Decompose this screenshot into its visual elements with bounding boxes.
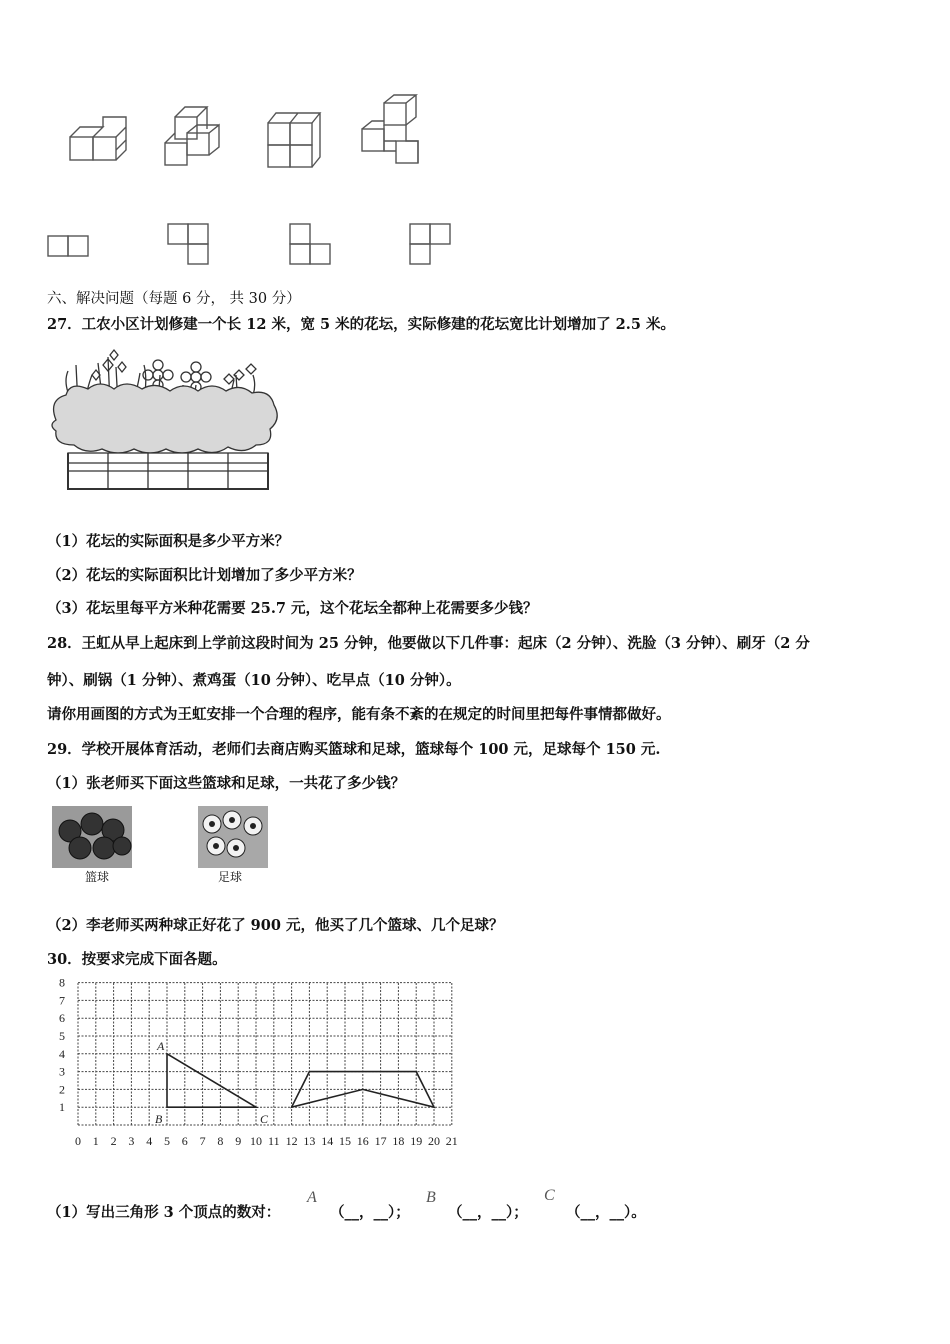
cube-figure-4 <box>362 95 418 163</box>
q28-line1: 28．王虹从早上起床到上学前这段时间为 25 分钟，他要做以下几件事：起床（2 分钟）、洗脸（3 分钟）、刷牙（2 分 <box>47 635 810 652</box>
view-figures <box>40 220 460 280</box>
x-tick-label: 21 <box>445 1134 458 1148</box>
y-tick-label: 5 <box>59 1029 65 1043</box>
point-b-label: B <box>426 1189 436 1206</box>
q30-sub1-prefix: （1）写出三角形 3 个顶点的数对： <box>47 1204 281 1221</box>
q27-sub2: （2）花坛的实际面积比计划增加了多少平方米？ <box>47 567 362 584</box>
q28-line3: 请你用画图的方式为王虹安排一个合理的程序，能有条不紊的在规定的时间里把每件事情都做好。 <box>47 706 671 723</box>
q29-sub2: （2）李老师买两种球正好花了 900 元，他买了几个篮球、几个足球？ <box>47 917 504 934</box>
x-tick-label: 6 <box>181 1134 188 1148</box>
point-c-blank[interactable]: （__，__）。 <box>566 1204 646 1221</box>
vertex-label-c: C <box>260 1112 269 1127</box>
x-tick-label: 3 <box>128 1134 135 1148</box>
x-tick-label: 11 <box>268 1134 280 1148</box>
x-tick-label: 20 <box>428 1134 440 1148</box>
x-tick-label: 12 <box>285 1134 298 1148</box>
coordinate-grid <box>48 975 458 1162</box>
x-tick-label: 15 <box>339 1134 351 1148</box>
y-tick-label: 4 <box>59 1046 65 1061</box>
cube-figure-3 <box>268 113 320 167</box>
cube-figure-2 <box>165 107 219 165</box>
q29-sub1: （1）张老师买下面这些篮球和足球，一共花了多少钱？ <box>47 775 406 792</box>
cube-figures <box>40 95 440 175</box>
x-tick-label: 17 <box>374 1134 387 1148</box>
section-heading: 六、解决问题（每题 6 分， 共 30 分） <box>47 291 301 307</box>
x-tick-label: 4 <box>146 1134 153 1148</box>
point-a-label: A <box>307 1189 317 1206</box>
x-tick-label: 5 <box>164 1134 170 1148</box>
x-tick-label: 10 <box>250 1134 262 1148</box>
point-a-blank[interactable]: （__，__）； <box>330 1204 410 1221</box>
cube-figure-1 <box>70 117 126 160</box>
vertex-label-a: A <box>157 1038 165 1053</box>
point-c-label: C <box>544 1187 555 1204</box>
x-tick-label: 19 <box>410 1134 423 1148</box>
y-tick-label: 2 <box>59 1082 65 1097</box>
basketballs-image <box>52 806 132 868</box>
q27-stem: 27．工农小区计划修建一个长 12 米，宽 5 米的花坛，实际修建的花坛宽比计划增加了 2.5 米。 <box>47 316 675 333</box>
q30-stem: 30．按要求完成下面各题。 <box>47 951 227 968</box>
y-tick-label: 1 <box>59 1100 65 1115</box>
q30-sub1 <box>47 1201 280 1222</box>
x-tick-label: 8 <box>217 1134 224 1148</box>
x-tick-label: 0 <box>75 1134 81 1148</box>
point-b-blank[interactable]: （__，__）； <box>448 1204 528 1221</box>
x-tick-label: 1 <box>92 1134 99 1148</box>
triangle-abc <box>167 1054 256 1107</box>
q28-line2: 钟）、刷锅（1 分钟）、煮鸡蛋（10 分钟）、吃早点（10 分钟）。 <box>47 672 461 689</box>
x-tick-label: 13 <box>303 1134 316 1148</box>
x-tick-label: 2 <box>110 1134 117 1148</box>
flower-bed-image <box>48 345 283 495</box>
footballs-image <box>198 806 268 868</box>
x-tick-label: 9 <box>235 1134 242 1148</box>
y-tick-label: 8 <box>59 975 65 990</box>
view-figure-3 <box>290 224 330 264</box>
x-tick-label: 16 <box>356 1134 369 1148</box>
football-caption: 足球 <box>218 870 243 884</box>
x-tick-label: 7 <box>199 1134 206 1148</box>
q27-sub1: （1）花坛的实际面积是多少平方米？ <box>47 533 290 550</box>
q27-sub3: （3）花坛里每平方米种花需要 25.7 元，这个花坛全都种上花需要多少钱？ <box>47 600 538 617</box>
y-tick-label: 6 <box>59 1011 65 1026</box>
q29-stem: 29．学校开展体育活动，老师们去商店购买篮球和足球，篮球每个 100 元，足球每个 150 元. <box>47 741 661 758</box>
x-tick-label: 18 <box>392 1134 405 1148</box>
view-figure-2 <box>168 224 208 264</box>
view-figure-1 <box>48 236 88 256</box>
basketball-caption: 篮球 <box>85 870 110 884</box>
y-tick-label: 3 <box>59 1064 65 1079</box>
view-figure-4 <box>410 224 450 264</box>
y-tick-label: 7 <box>59 993 65 1008</box>
x-tick-label: 14 <box>321 1134 334 1148</box>
vertex-label-b: B <box>155 1112 163 1127</box>
